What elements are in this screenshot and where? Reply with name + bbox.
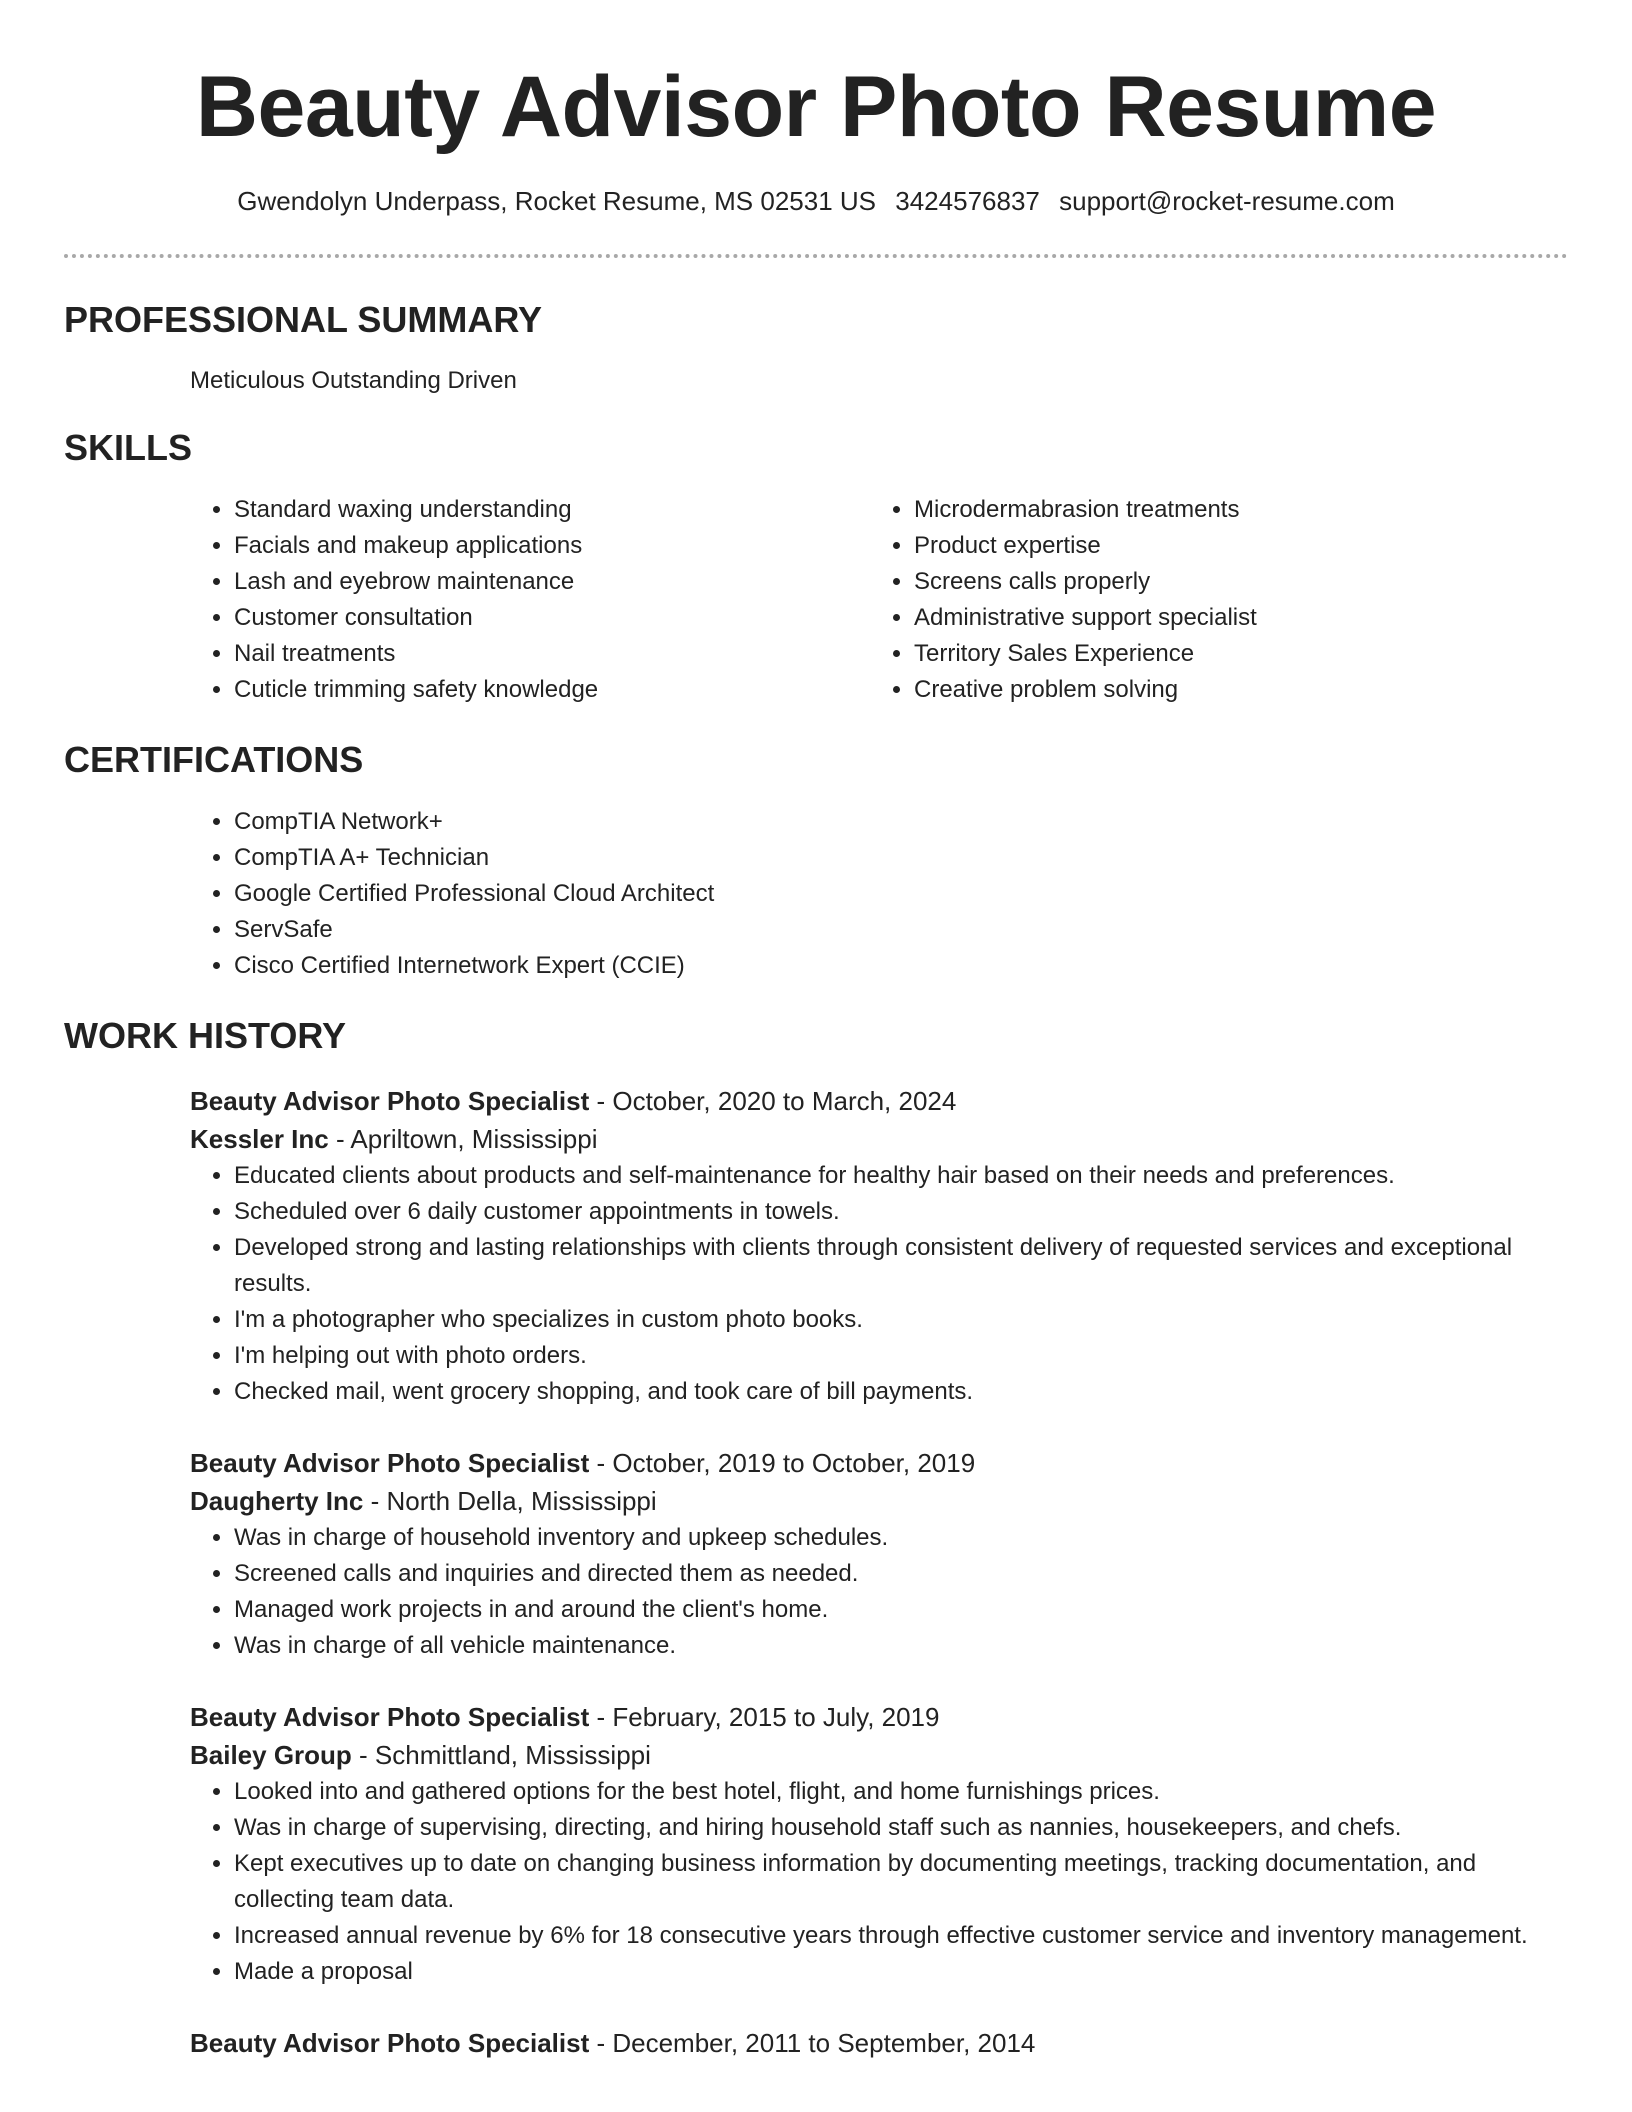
job-duty: • Developed strong and lasting relationships with clients through consistent delivery of requested services and exceptional results.	[234, 1230, 1568, 1302]
certification-item: • CompTIA Network+	[234, 804, 1568, 840]
job-role: Beauty Advisor Photo Specialist	[190, 2028, 590, 2058]
skill-item: • Nail treatments	[234, 636, 870, 672]
skills-section	[64, 426, 1568, 708]
skill-item: • Standard waxing understanding	[234, 492, 870, 528]
job-duty: • I'm helping out with photo orders.	[234, 1338, 1568, 1374]
job-duties-list	[190, 1520, 1568, 1664]
job-role: Beauty Advisor Photo Specialist	[190, 1448, 590, 1478]
skill-item: • Cuticle trimming safety knowledge	[234, 672, 870, 708]
job-duty: • Screened calls and inquiries and directed them as needed.	[234, 1556, 1568, 1592]
skill-item: • Administrative support specialist	[914, 600, 1550, 636]
contact-line	[64, 184, 1568, 218]
skill-item: • Screens calls properly	[914, 564, 1550, 600]
job-entry	[190, 1444, 1568, 1664]
certification-item: • Google Certified Professional Cloud Architect	[234, 876, 1568, 912]
resume-title: Beauty Advisor Photo Resume	[195, 59, 1437, 155]
job-duty: • Kept executives up to date on changing business information by documenting meetings, tracking documentation, and collecting team data.	[234, 1846, 1568, 1918]
job-location: - Apriltown, Mississippi	[328, 1124, 598, 1154]
job-company-line	[190, 1482, 1568, 1520]
skill-item: • Lash and eyebrow maintenance	[234, 564, 870, 600]
job-company: Bailey Group	[190, 1740, 352, 1770]
job-duty: • I'm a photographer who specializes in custom photo books.	[234, 1302, 1568, 1338]
job-duty: • Was in charge of supervising, directing, and hiring household staff such as nannies, housekeepers, and chefs.	[234, 1810, 1568, 1846]
job-duty: • Was in charge of all vehicle maintenance.	[234, 1628, 1568, 1664]
certifications-section	[64, 738, 1568, 984]
resume-header	[64, 58, 1568, 258]
certification-item: • ServSafe	[234, 912, 1568, 948]
certifications-heading: CERTIFICATIONS	[64, 739, 364, 780]
skills-heading: SKILLS	[64, 427, 193, 468]
certifications-list-wrap	[190, 804, 1568, 984]
contact-email: support@rocket-resume.com	[1059, 186, 1395, 216]
job-title-line	[190, 1698, 1568, 1736]
header-divider	[64, 254, 1568, 258]
job-role: Beauty Advisor Photo Specialist	[190, 1086, 590, 1116]
contact-address: Gwendolyn Underpass, Rocket Resume, MS 02531 US	[237, 186, 877, 216]
job-dates: - October, 2020 to March, 2024	[589, 1086, 957, 1116]
job-entry	[190, 2024, 1568, 2062]
certification-item: • Cisco Certified Internetwork Expert (CCIE)	[234, 948, 1568, 984]
skill-item: • Creative problem solving	[914, 672, 1550, 708]
summary-heading: PROFESSIONAL SUMMARY	[64, 299, 543, 340]
job-entry	[190, 1082, 1568, 1410]
job-duty: • Was in charge of household inventory and upkeep schedules.	[234, 1520, 1568, 1556]
skills-list-left	[190, 492, 870, 708]
job-duty: • Educated clients about products and self-maintenance for healthy hair based on their needs and preferences.	[234, 1158, 1568, 1194]
skill-item: • Product expertise	[914, 528, 1550, 564]
job-company-line	[190, 1120, 1568, 1158]
skill-item: • Facials and makeup applications	[234, 528, 870, 564]
job-entry	[190, 1698, 1568, 1990]
job-title-line	[190, 1444, 1568, 1482]
job-company: Kessler Inc	[190, 1124, 329, 1154]
job-location: - Schmittland, Mississippi	[351, 1740, 651, 1770]
job-duty: • Increased annual revenue by 6% for 18 consecutive years through effective customer service and inventory management.	[234, 1918, 1568, 1954]
job-dates: - February, 2015 to July, 2019	[589, 1702, 940, 1732]
job-dates: - October, 2019 to October, 2019	[589, 1448, 976, 1478]
job-company: Daugherty Inc	[190, 1486, 364, 1516]
job-duty: • Managed work projects in and around the client's home.	[234, 1592, 1568, 1628]
job-duty: • Scheduled over 6 daily customer appointments in towels.	[234, 1194, 1568, 1230]
job-duty: • Made a proposal	[234, 1954, 1568, 1990]
skills-column-right	[870, 492, 1550, 708]
job-company-line	[190, 1736, 1568, 1774]
summary-text: Meticulous Outstanding Driven	[190, 367, 517, 394]
work-history-heading: WORK HISTORY	[64, 1015, 347, 1056]
skills-list-right	[870, 492, 1550, 708]
job-duty: • Looked into and gathered options for the best hotel, flight, and home furnishings prices.	[234, 1774, 1568, 1810]
work-history-section	[64, 1014, 1568, 2062]
contact-phone: 3424576837	[895, 186, 1040, 216]
job-dates: - December, 2011 to September, 2014	[589, 2028, 1036, 2058]
job-duties-list	[190, 1774, 1568, 1990]
professional-summary-section	[64, 298, 1568, 396]
job-title-line	[190, 1082, 1568, 1120]
job-location: - North Della, Mississippi	[363, 1486, 657, 1516]
job-duties-list	[190, 1158, 1568, 1410]
resume-page	[64, 0, 1568, 2062]
job-title-line	[190, 2024, 1568, 2062]
job-role: Beauty Advisor Photo Specialist	[190, 1702, 590, 1732]
certifications-list	[190, 804, 1568, 984]
skills-grid	[190, 492, 1568, 708]
skill-item: • Microdermabrasion treatments	[914, 492, 1550, 528]
certification-item: • CompTIA A+ Technician	[234, 840, 1568, 876]
job-duty: • Checked mail, went grocery shopping, and took care of bill payments.	[234, 1374, 1568, 1410]
skill-item: • Customer consultation	[234, 600, 870, 636]
skill-item: • Territory Sales Experience	[914, 636, 1550, 672]
skills-column-left	[190, 492, 870, 708]
